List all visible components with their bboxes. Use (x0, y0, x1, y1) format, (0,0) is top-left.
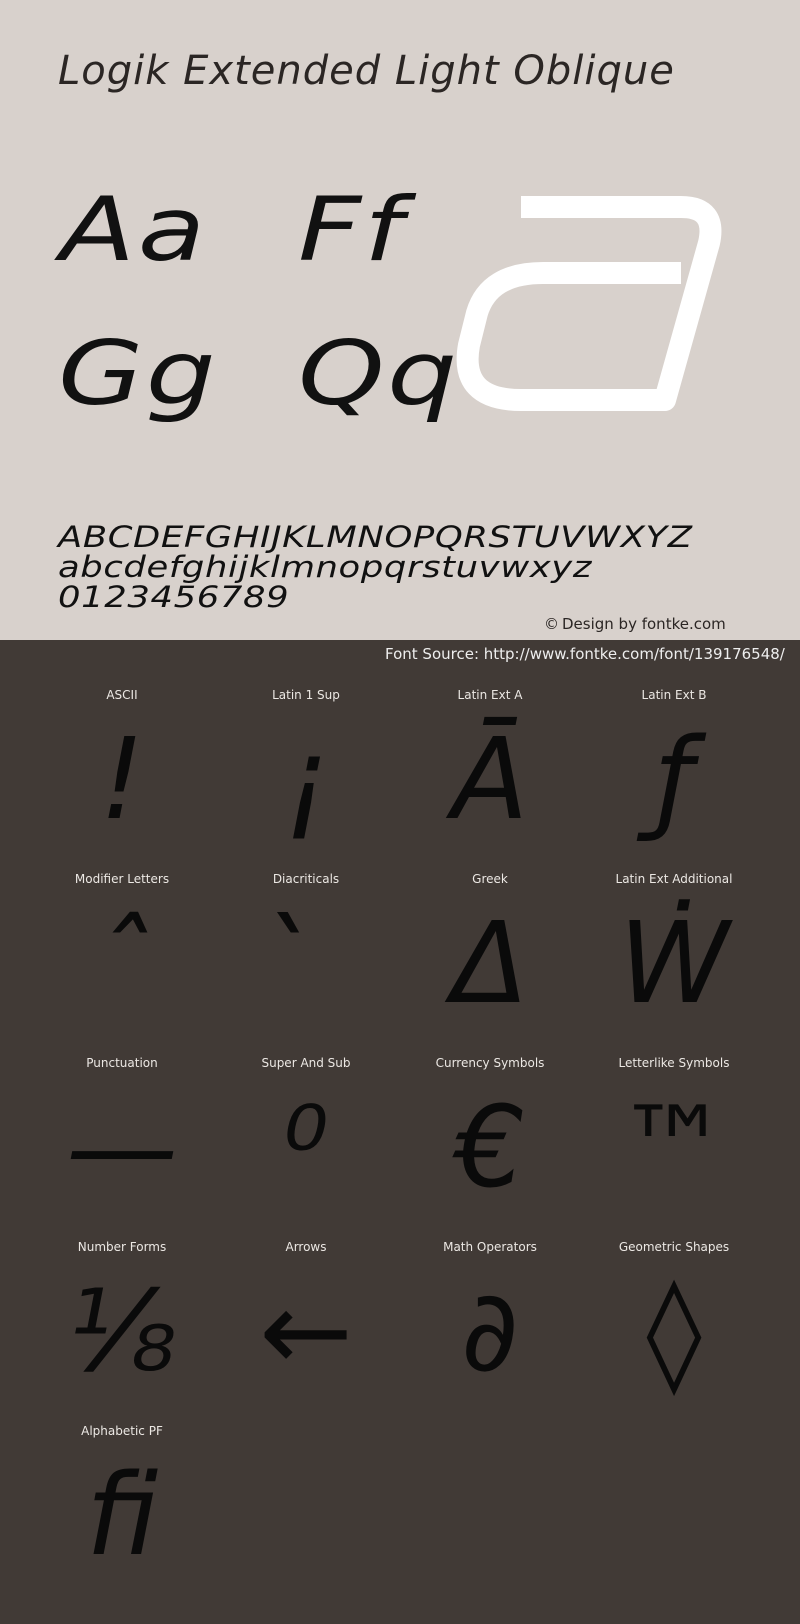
credit-text: Design by fontke.com (562, 615, 726, 633)
glyph-cell (214, 1240, 398, 1424)
font-title: Logik Extended Light Oblique (58, 48, 675, 94)
glyph-pair-aa: Aa (60, 178, 208, 281)
cell-glyph: ← (259, 1267, 353, 1397)
glyph-cell (30, 1424, 214, 1608)
cell-glyph: Ẇ (618, 899, 730, 1029)
glyph-cell (582, 688, 766, 872)
glyph-pair-ff: Ff (298, 178, 406, 281)
cell-glyph: — (66, 1083, 178, 1213)
cell-label: Math Operators (443, 1240, 537, 1254)
cell-label: Latin Ext A (457, 688, 523, 702)
cell-glyph: ﬁ (85, 1451, 159, 1581)
cell-glyph: € (454, 1083, 526, 1213)
alphabet-uppercase: ABCDEFGHIJKLMNOPQRSTUVWXYZ (58, 520, 693, 554)
cell-glyph: Δ (451, 899, 529, 1029)
cell-glyph: ƒ (654, 715, 694, 845)
hero-glyph-a (455, 195, 755, 415)
cell-label: Punctuation (86, 1056, 158, 1070)
credit-line (544, 615, 726, 633)
cell-label: Diacriticals (272, 872, 340, 886)
glyph-cell (30, 872, 214, 1056)
cell-glyph: ⁰ (283, 1083, 329, 1213)
glyph-cell (214, 1056, 398, 1240)
copyright-icon: © (544, 615, 559, 633)
cell-label: Greek (472, 872, 508, 886)
glyph-cell (398, 1056, 582, 1240)
glyph-cell (582, 872, 766, 1056)
cell-label: Geometric Shapes (618, 1240, 730, 1254)
cell-glyph: ˆ (94, 899, 150, 1029)
cell-glyph: ∂ (461, 1267, 519, 1397)
cell-glyph (214, 894, 398, 1034)
cell-glyph: ◊ (646, 1267, 702, 1397)
cell-label: ASCII (106, 688, 138, 702)
cell-glyph: ¡ (283, 715, 329, 845)
glyph-pair-gg: Gg (58, 322, 219, 425)
cell-label: Modifier Letters (74, 872, 170, 886)
specimen-header (0, 0, 800, 640)
glyph-cell (30, 688, 214, 872)
glyph-cell (582, 1056, 766, 1240)
cell-glyph: ™ (618, 1083, 730, 1213)
glyph-cell (398, 872, 582, 1056)
glyph-cell (30, 1240, 214, 1424)
glyph-cell (582, 1240, 766, 1424)
cell-label: Super And Sub (261, 1056, 351, 1070)
cell-label: Currency Symbols (435, 1056, 545, 1070)
cell-glyph: ⅛ (67, 1267, 177, 1397)
digits: 0123456789 (58, 580, 290, 614)
cell-label: Letterlike Symbols (618, 1056, 730, 1070)
glyph-cell (30, 1056, 214, 1240)
cell-glyph: Ā (451, 715, 529, 845)
cell-label: Latin Ext Additional (615, 872, 733, 886)
alphabet-lowercase: abcdefghijklmnopqrstuvwxyz (58, 550, 593, 584)
glyph-cell (398, 1240, 582, 1424)
cell-label: Latin 1 Sup (272, 688, 340, 702)
cell-label: Number Forms (77, 1240, 167, 1254)
glyph-cell (214, 688, 398, 872)
cell-label: Alphabetic PF (81, 1424, 163, 1438)
glyph-cell (214, 872, 398, 1056)
cell-glyph: ! (99, 715, 145, 845)
glyph-pair-qq: Qq (298, 322, 460, 425)
font-source: Font Source: http://www.fontke.com/font/139176548/ (385, 645, 785, 663)
cell-label: Arrows (285, 1240, 327, 1254)
glyph-cell (398, 688, 582, 872)
cell-label: Latin Ext B (641, 688, 707, 702)
